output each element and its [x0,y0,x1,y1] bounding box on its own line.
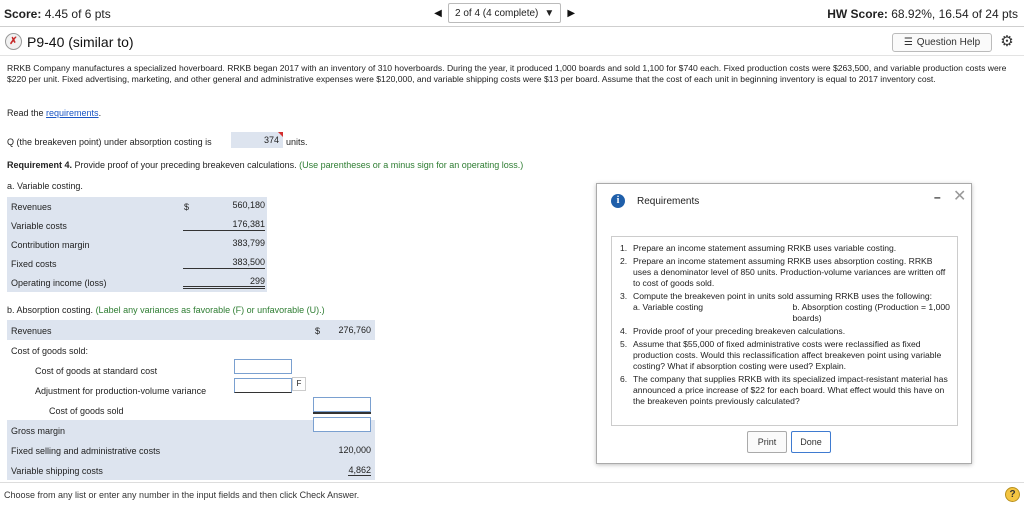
table-row [7,440,375,460]
sub-item-b: b. Absorption costing (Production = 1,000 boards) [792,302,950,323]
list-item [620,243,952,254]
row-amount[interactable]: 176,381 [183,219,265,231]
row-label: Operating income (loss) [11,278,107,288]
requirement-4-hint: (Use parentheses or a minus sign for an operating loss.) [299,160,524,170]
requirements-link[interactable]: requirements [46,108,99,118]
cogs-label: Cost of goods sold: [11,346,89,356]
revenues-amount[interactable]: 276,760 [338,325,371,335]
item-number: 2. [620,256,628,266]
triangle-right-icon[interactable]: ▶ [567,7,576,19]
close-icon[interactable]: ✕ [953,188,967,205]
footer-divider [0,482,1024,483]
question-mark-icon[interactable]: ? [1005,487,1020,502]
table-row [7,254,267,273]
absorption-costing-heading [7,305,325,315]
row-amount[interactable]: 560,180 [232,200,265,210]
list-icon: ☰ [903,37,913,48]
partial-correct-icon: ✗ [5,33,22,50]
row-amount[interactable]: 383,799 [232,238,265,248]
fixed-sga-amount[interactable]: 120,000 [338,445,371,455]
problem-statement: RRKB Company manufactures a specialized hoverboard. RRKB began 2017 with an inventory of 310 hoverboards. During the year, it produced 1,000 boards and sold 1,100 for $740 each. Fixed production costs were $263,500, and variable production costs were $220 per unit. Fixed advertising, marketing, and other general and administrative expenses were $120,000, and variable shipping costs were $13 per board. Assume that the cost of each unit in beginning inventory is equal to 2017 inventory cost. [7,63,1007,84]
question-position: 2 of 4 (4 complete) [455,7,539,19]
gear-icon[interactable]: ⚙ [1000,33,1014,50]
list-item [620,291,952,302]
revenues-label: Revenues [11,326,52,336]
row-label: Variable costs [11,221,67,231]
sub-item-a: a. Variable costing [633,302,704,312]
score [4,7,111,21]
triangle-down-icon: ▼ [544,7,555,19]
table-row [7,340,375,360]
table-row [7,460,375,480]
var-shipping-amount[interactable]: 4,862 [348,465,371,475]
question-navigator [428,3,581,23]
variable-costing-table [7,197,267,292]
row-amount[interactable]: 299 [183,276,265,289]
hw-score-value: 68.92%, 16.54 of 24 pts [891,7,1018,21]
requirement-4-text: Provide proof of your preceding breakeven calculations. [72,160,300,170]
table-row [7,320,375,340]
cogs-total-label: Cost of goods sold [49,406,124,416]
read-requirements [7,108,101,118]
requirements-dialog [596,183,972,464]
gross-margin-label: Gross margin [11,426,66,436]
item-number: 6. [620,374,628,384]
list-item [620,326,952,337]
top-bar [0,0,1024,27]
item-text: Provide proof of your preceding breakeven calculations. [633,326,846,336]
score-label: Score: [4,7,42,21]
row-label: Fixed costs [11,259,57,269]
item-text: The company that supplies RRKB with its specialized impact-resistant material has announced a price increase of $22 for each board. What effect would this have on the breakeven points previously calculated? [633,374,948,406]
cogs-total-input[interactable] [313,397,371,412]
question-position-dropdown[interactable] [448,3,561,23]
hw-score [827,7,1018,21]
done-button[interactable]: Done [791,431,831,453]
list-item [620,256,952,289]
item-text: Compute the breakeven point in units sold assuming RRKB uses the following: [633,291,933,301]
table-row [7,235,267,254]
gross-margin-input[interactable] [313,417,371,432]
print-button[interactable]: Print [747,431,787,453]
item-number: 4. [620,326,628,336]
title-bar [0,28,1024,56]
table-row [7,360,375,380]
table-row [7,216,267,235]
list-item [620,374,952,407]
var-shipping-label: Variable shipping costs [11,466,103,476]
requirements-list-box [611,236,958,426]
item-text: Prepare an income statement assuming RRKB uses absorption costing. RRKB uses a denominator level of 850 units. Production-volume variances are written off to cost of goods sold. [633,256,946,288]
item-text: Prepare an income statement assuming RRKB uses variable costing. [633,243,897,253]
breakeven-answer[interactable] [231,132,283,148]
item-number: 1. [620,243,628,253]
item-number: 3. [620,291,628,301]
page-title: P9-40 (similar to) [27,34,134,50]
minimize-icon[interactable]: – [934,190,941,204]
adjustment-label: Adjustment for production-volume variance [35,386,207,396]
read-suffix: . [98,108,102,118]
dialog-title: Requirements [637,196,700,207]
absorption-heading-hint: (Label any variances as favorable (F) or unfavorable (U).) [95,305,325,315]
question-help-label: Question Help [916,37,981,48]
item-number: 5. [620,339,628,349]
table-row [7,197,267,216]
breakeven-units: units. [286,137,308,147]
requirements-list [620,243,952,407]
variable-costing-heading: a. Variable costing. [7,181,83,191]
triangle-left-icon[interactable]: ◀ [434,7,442,19]
table-row [7,273,267,292]
dollar-sign: $ [184,202,190,212]
row-label: Revenues [11,202,52,212]
info-icon: i [611,194,625,208]
sub-items [620,302,952,324]
breakeven-value: 374 [263,135,279,145]
std-cost-input[interactable] [234,359,292,374]
fixed-sga-label: Fixed selling and administrative costs [11,446,161,456]
question-help-button[interactable] [892,33,992,52]
incorrect-flag-icon [278,132,283,137]
item-text: Assume that $55,000 of fixed administrative costs were reclassified as fixed production costs. Would this reclassification affect breakeven point using variable costing? What if absorption costing were used? Explain. [633,339,942,371]
dollar-sign: $ [315,326,321,336]
dialog-header [597,184,971,216]
std-cost-label: Cost of goods at standard cost [35,366,158,376]
row-label: Contribution margin [11,240,90,250]
list-item [620,339,952,372]
score-value: 4.45 of 6 pts [44,7,111,21]
adjustment-input[interactable] [234,378,292,393]
footer-instruction: Choose from any list or enter any number in the input fields and then click Check Answer. [4,490,360,500]
row-amount[interactable]: 383,500 [183,257,265,269]
hw-score-label: HW Score: [827,7,888,21]
requirement-4-label: Requirement 4. [7,160,73,170]
read-prefix: Read the [7,108,47,118]
variance-type-dropdown[interactable]: F [292,377,306,391]
absorption-heading-label: b. Absorption costing. [7,305,96,315]
breakeven-label: Q (the breakeven point) under absorption costing is [7,137,212,147]
requirement-4-heading [7,160,523,170]
